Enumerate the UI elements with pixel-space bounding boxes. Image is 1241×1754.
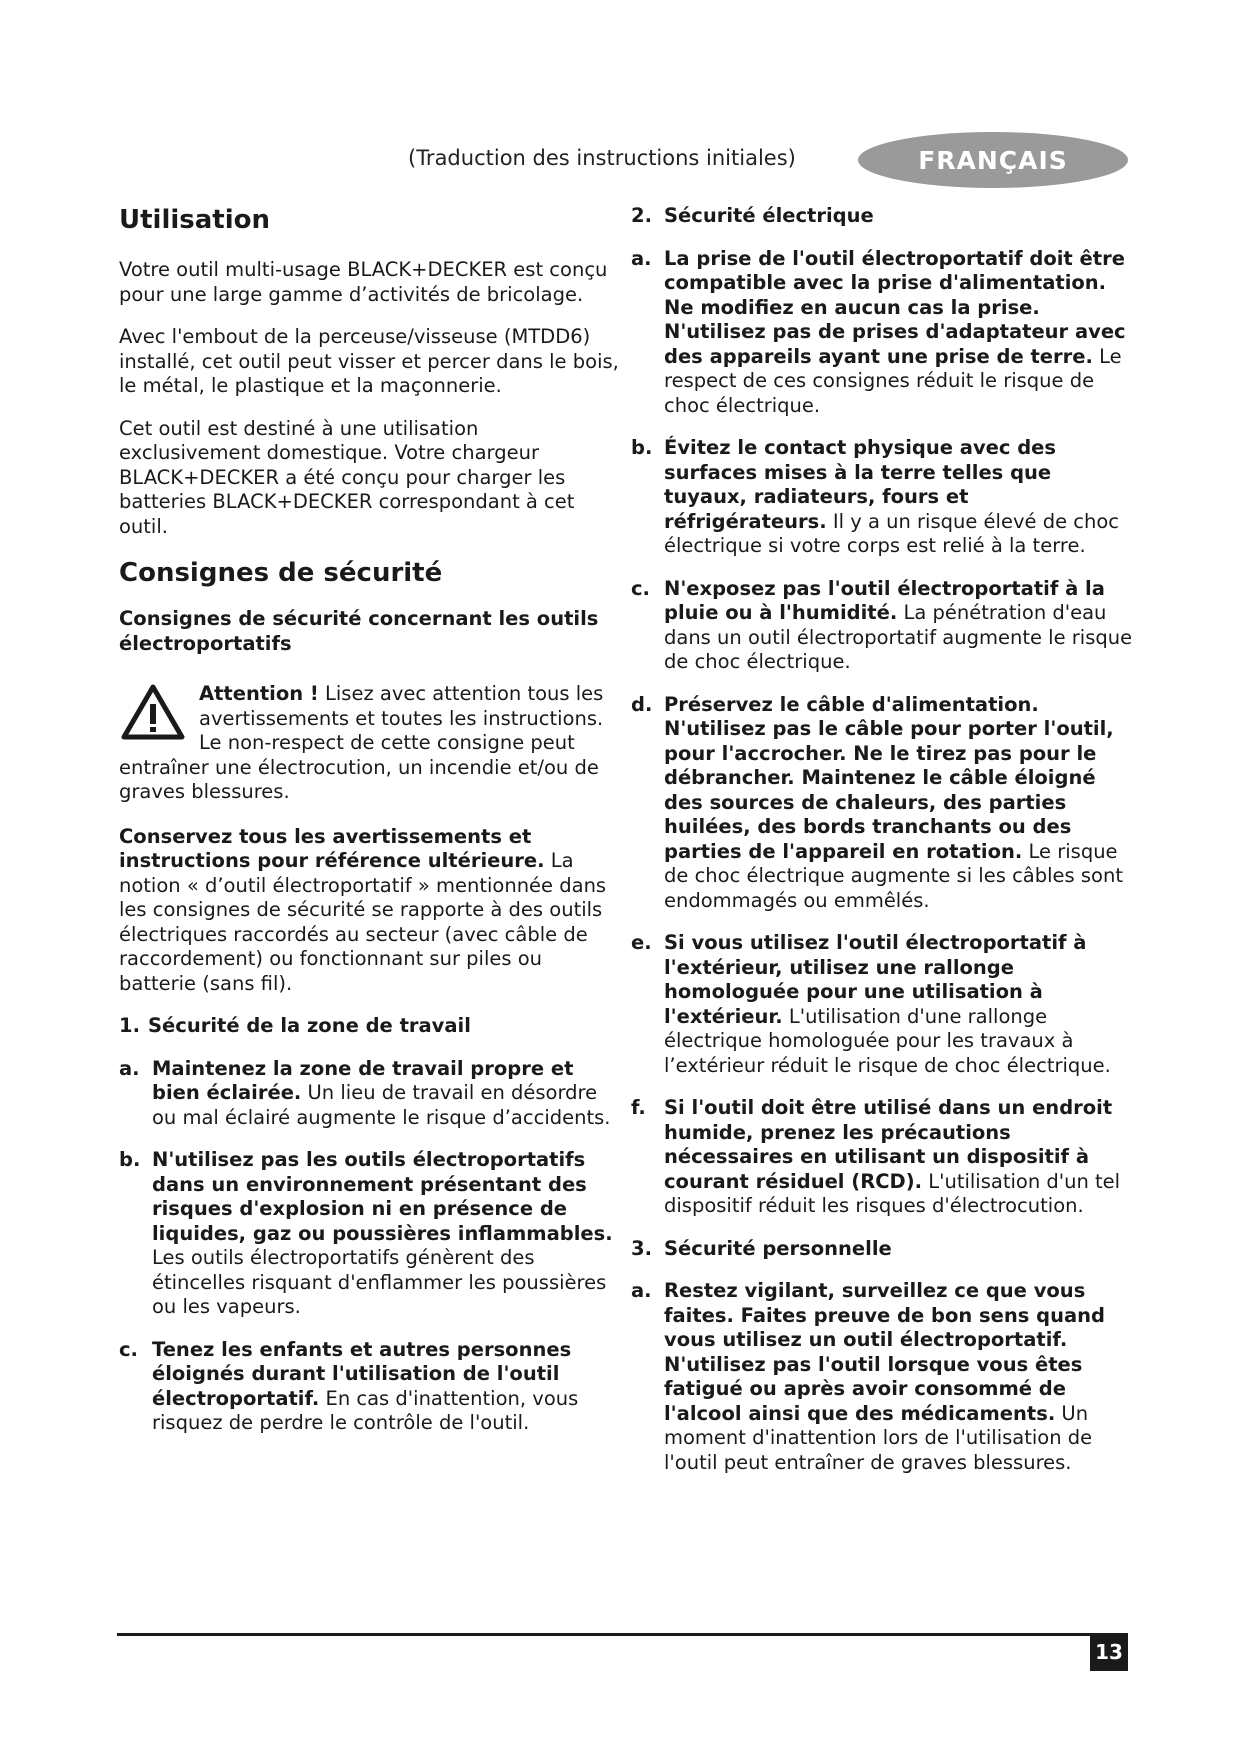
paragraph [119, 825, 619, 997]
item-text: Les outils électroportatifs génèrent des étincelles risquant d'enflammer les poussières ou les vapeurs. [152, 1246, 607, 1318]
section-number: 3. [631, 1236, 652, 1260]
section-number: 1. [119, 1014, 140, 1037]
item-label: c. [631, 576, 650, 600]
item-label: b. [631, 436, 653, 459]
list-item [631, 1279, 1137, 1475]
list-item [119, 1148, 619, 1320]
item-bold: Tenez les enfants et autres personnes éloignés durant l'utilisation de l'outil électroportatif. [152, 1337, 572, 1410]
item-text: Il y a un risque élevé de choc électrique si votre corps est relié à la terre. [664, 509, 1120, 557]
header-subtitle: (Traduction des instructions initiales) [408, 146, 796, 170]
item-bold: N'exposez pas l'outil électroportatif à la pluie ou à l'humidité. [664, 576, 1105, 624]
paragraph: Avec l'embout de la perceuse/visseuse (MTDD6) installé, cet outil peut visser et percer dans le bois, le métal, le plastique et la maçonnerie. [119, 325, 619, 397]
list-item [631, 1096, 1137, 1219]
item-bold: Si l'outil doit être utilisé dans un endroit humide, prenez les précautions nécessaires en utilisant un dispositif à courant résiduel (RCD). [664, 1096, 1113, 1193]
footer-rule [117, 1633, 1126, 1636]
item-label: e. [631, 931, 652, 954]
section-title-utilisation: Utilisation [119, 205, 271, 235]
item-text: Un lieu de travail en désordre ou mal éclairé augmente le risque d’accidents. [152, 1081, 611, 1129]
list-item [631, 577, 1137, 675]
item-label: a. [631, 246, 652, 270]
warning-triangle-icon [121, 684, 185, 740]
section-heading-1 [119, 1014, 619, 1039]
list-item [631, 931, 1137, 1078]
item-text: La pénétration d'eau dans un outil électroportatif augmente le risque de choc électrique. [664, 601, 1133, 673]
list-item [631, 693, 1137, 914]
section-heading-3 [631, 1237, 1137, 1262]
list-item [631, 436, 1137, 559]
conserve-text: La notion « d’outil électroportatif » mentionnée dans les consignes de sécurité se rapporte à des outils électriques raccordés au secteur (avec câble de raccordement) ou fonctionnant sur piles ou batterie (sans fil). [119, 849, 607, 995]
conserve-bold: Conservez tous les avertissements et instructions pour référence ultérieure. [119, 824, 545, 872]
item-bold: N'utilisez pas les outils électroportatifs dans un environnement présentant des risques d'explosion ni en présence de liquides, gaz ou poussières inflammables. [152, 1148, 613, 1245]
list-item [119, 1338, 619, 1436]
item-label: c. [119, 1337, 138, 1361]
item-bold: Préservez le câble d'alimentation. N'utilisez pas le câble pour porter l'outil, pour l'accrocher. Ne le tirez pas pour le débrancher. Maintenez le câble éloigné des sources de chaleurs, des parties huilées, des bords tranchants ou des parties de l'appareil en rotation. [664, 692, 1114, 863]
list-item [631, 247, 1137, 419]
item-label: f. [631, 1096, 646, 1119]
item-text: L'utilisation d'une rallonge électrique homologuée pour les travaux à l’extérieur réduit le risque de choc électrique. [664, 1004, 1111, 1077]
section-heading-2 [631, 204, 1137, 229]
section-title: Sécurité électrique [664, 204, 874, 227]
item-label: a. [631, 1279, 652, 1302]
warning-label: Attention ! [199, 682, 319, 705]
item-bold: La prise de l'outil électroportatif doit être compatible avec la prise d'alimentation. Ne modifiez en aucun cas la prise. N'utilisez pas de prises d'adaptateur avec des appareils ayant une prise de terre. [664, 246, 1126, 368]
left-column [119, 204, 619, 1454]
section-number: 2. [631, 204, 652, 227]
paragraph: Votre outil multi-usage BLACK+DECKER est conçu pour une large gamme d’activités de bricolage. [119, 258, 608, 306]
warning-block [119, 682, 619, 805]
section-title: Sécurité personnelle [664, 1236, 892, 1260]
item-text: Un moment d'inattention lors de l'utilisation de l'outil peut entraîner de graves blessures. [664, 1401, 1093, 1474]
item-text: L'utilisation d'un tel dispositif réduit les risques d'électrocution. [664, 1169, 1121, 1217]
right-column [631, 204, 1137, 1493]
item-bold: Maintenez la zone de travail propre et bien éclairée. [152, 1056, 574, 1104]
subsection-title: Consignes de sécurité concernant les outils électroportatifs [119, 607, 599, 655]
item-text: Le respect de ces consignes réduit le risque de choc électrique. [664, 344, 1122, 417]
item-bold: Si vous utilisez l'outil électroportatif à l'extérieur, utilisez une rallonge homologuée pour une utilisation à l'extérieur. [664, 931, 1087, 1028]
item-label: b. [119, 1148, 141, 1171]
item-label: d. [631, 692, 653, 716]
item-label: a. [119, 1056, 140, 1080]
section-title: Sécurité de la zone de travail [148, 1014, 471, 1037]
warning-text: Lisez avec attention tous les avertissements et toutes les instructions. Le non-respect de cette consigne peut entraîner une électrocution, un incendie et/ou de graves blessures. [119, 682, 604, 803]
section-title-consignes: Consignes de sécurité [119, 558, 443, 588]
item-text: En cas d'inattention, vous risquez de perdre le contrôle de l'outil. [152, 1386, 579, 1434]
page-number: 13 [1090, 1633, 1128, 1671]
item-bold: Évitez le contact physique avec des surfaces mises à la terre telles que tuyaux, radiateurs, fours et réfrigérateurs. [664, 436, 1057, 533]
list-item [119, 1057, 619, 1131]
language-tab: FRANÇAIS [858, 132, 1128, 188]
paragraph: Cet outil est destiné à une utilisation exclusivement domestique. Votre chargeur BLACK+DECKER a été conçu pour charger les batteries BLACK+DECKER correspondant à cet outil. [119, 416, 575, 538]
item-text: Le risque de choc électrique augmente si les câbles sont endommagés ou emmêlés. [664, 839, 1123, 912]
item-bold: Restez vigilant, surveillez ce que vous faites. Faites preuve de bon sens quand vous utilisez un outil électroportatif. N'utilisez pas l'outil lorsque vous êtes fatigué ou après avoir consommé de l'alcool ainsi que des médicaments. [664, 1279, 1105, 1425]
